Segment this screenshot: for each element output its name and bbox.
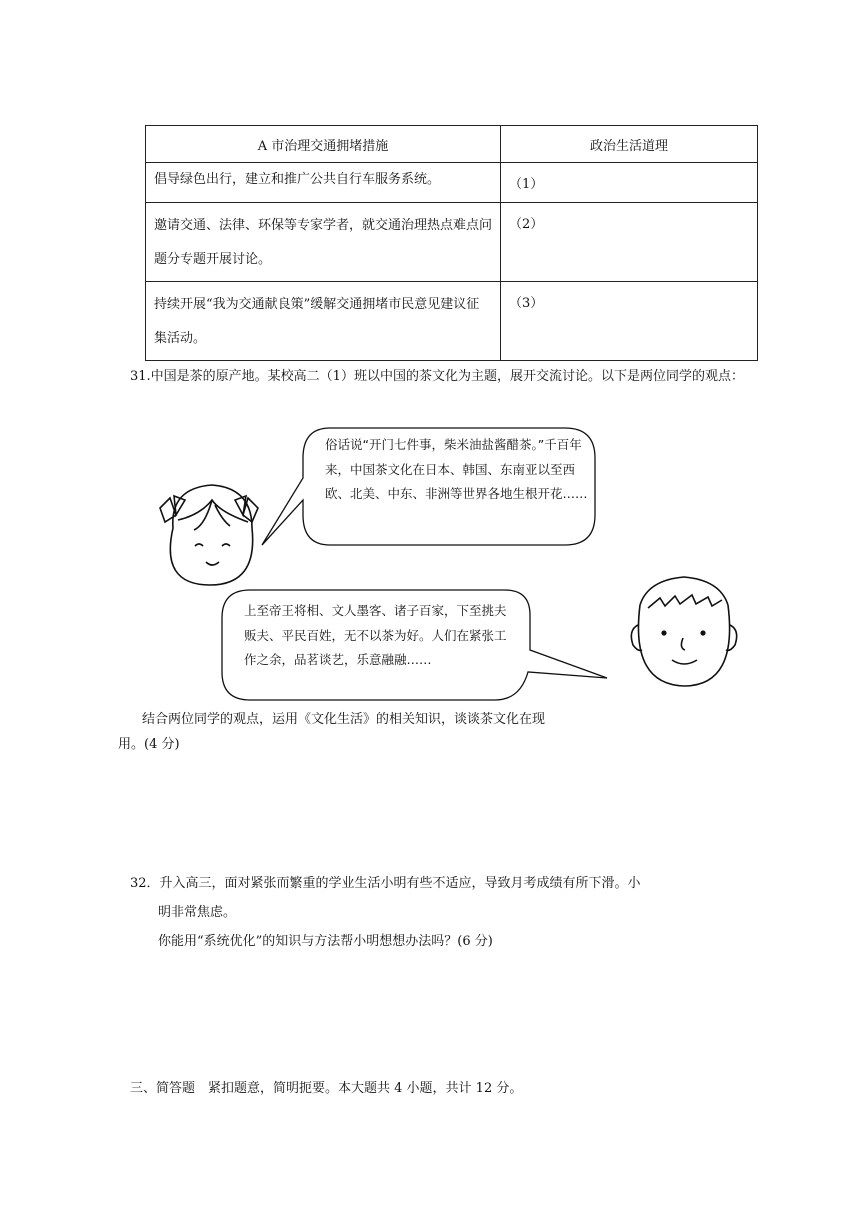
question-32-line2: 明非常焦虑。 bbox=[158, 905, 237, 920]
question-31-prompt bbox=[118, 707, 740, 757]
measure-cell: 倡导绿色出行，建立和推广公共自行车服务系统。 bbox=[146, 163, 501, 203]
measure-cell: 持续开展“我为交通献良策”缓解交通拥堵市民意见建议征集活动。 bbox=[146, 282, 501, 361]
boy-face-icon bbox=[631, 577, 736, 686]
answer-cell: （1） bbox=[501, 163, 758, 203]
question-31-intro: 31.中国是茶的原产地。某校高二（1）班以中国的茶文化为主题，展开交流讨论。以下是两位同学的观点： bbox=[130, 369, 744, 384]
answer-cell: （2） bbox=[501, 203, 758, 282]
girl-face-icon bbox=[160, 485, 258, 585]
section-3-heading: 三、简答题 紧扣题意，简明扼要。本大题共 4 小题，共计 12 分。 bbox=[130, 1081, 523, 1096]
question-31-score: 用。(4 分) bbox=[118, 737, 180, 752]
answer-cell: （3） bbox=[501, 282, 758, 361]
measure-cell: 邀请交通、法律、环保等专家学者，就交通治理热点难点问题分专题开展讨论。 bbox=[146, 203, 501, 282]
girl-speech-text: 俗话说“开门七件事，柴米油盐酱醋茶。”千百年来，中国茶文化在日本、韩国、东南亚以至西欧、北美、中东、非洲等世界各地生根开花…… bbox=[325, 437, 588, 501]
question-32-line1: 32．升入高三，面对紧张而繁重的学业生活小明有些不适应，导致月考成绩有所下滑。小 bbox=[130, 876, 641, 891]
question-31-prompt-text: 结合两位同学的观点，运用《文化生活》的相关知识，谈谈茶文化在现 bbox=[142, 712, 546, 727]
question-32-line3: 你能用“系统优化”的知识与方法帮小明想想办法吗？(6 分) bbox=[158, 934, 493, 949]
question-32 bbox=[130, 869, 760, 956]
table-header-principles: 政治生活道理 bbox=[501, 126, 758, 163]
boy-speech-text: 上至帝王将相、文人墨客、诸子百家，下至挑夫贩夫、平民百姓，无不以茶为好。人们在紧张工作之余，品茗谈艺，乐意融融…… bbox=[244, 603, 507, 667]
table-header-measures: A 市治理交通拥堵措施 bbox=[146, 126, 501, 163]
